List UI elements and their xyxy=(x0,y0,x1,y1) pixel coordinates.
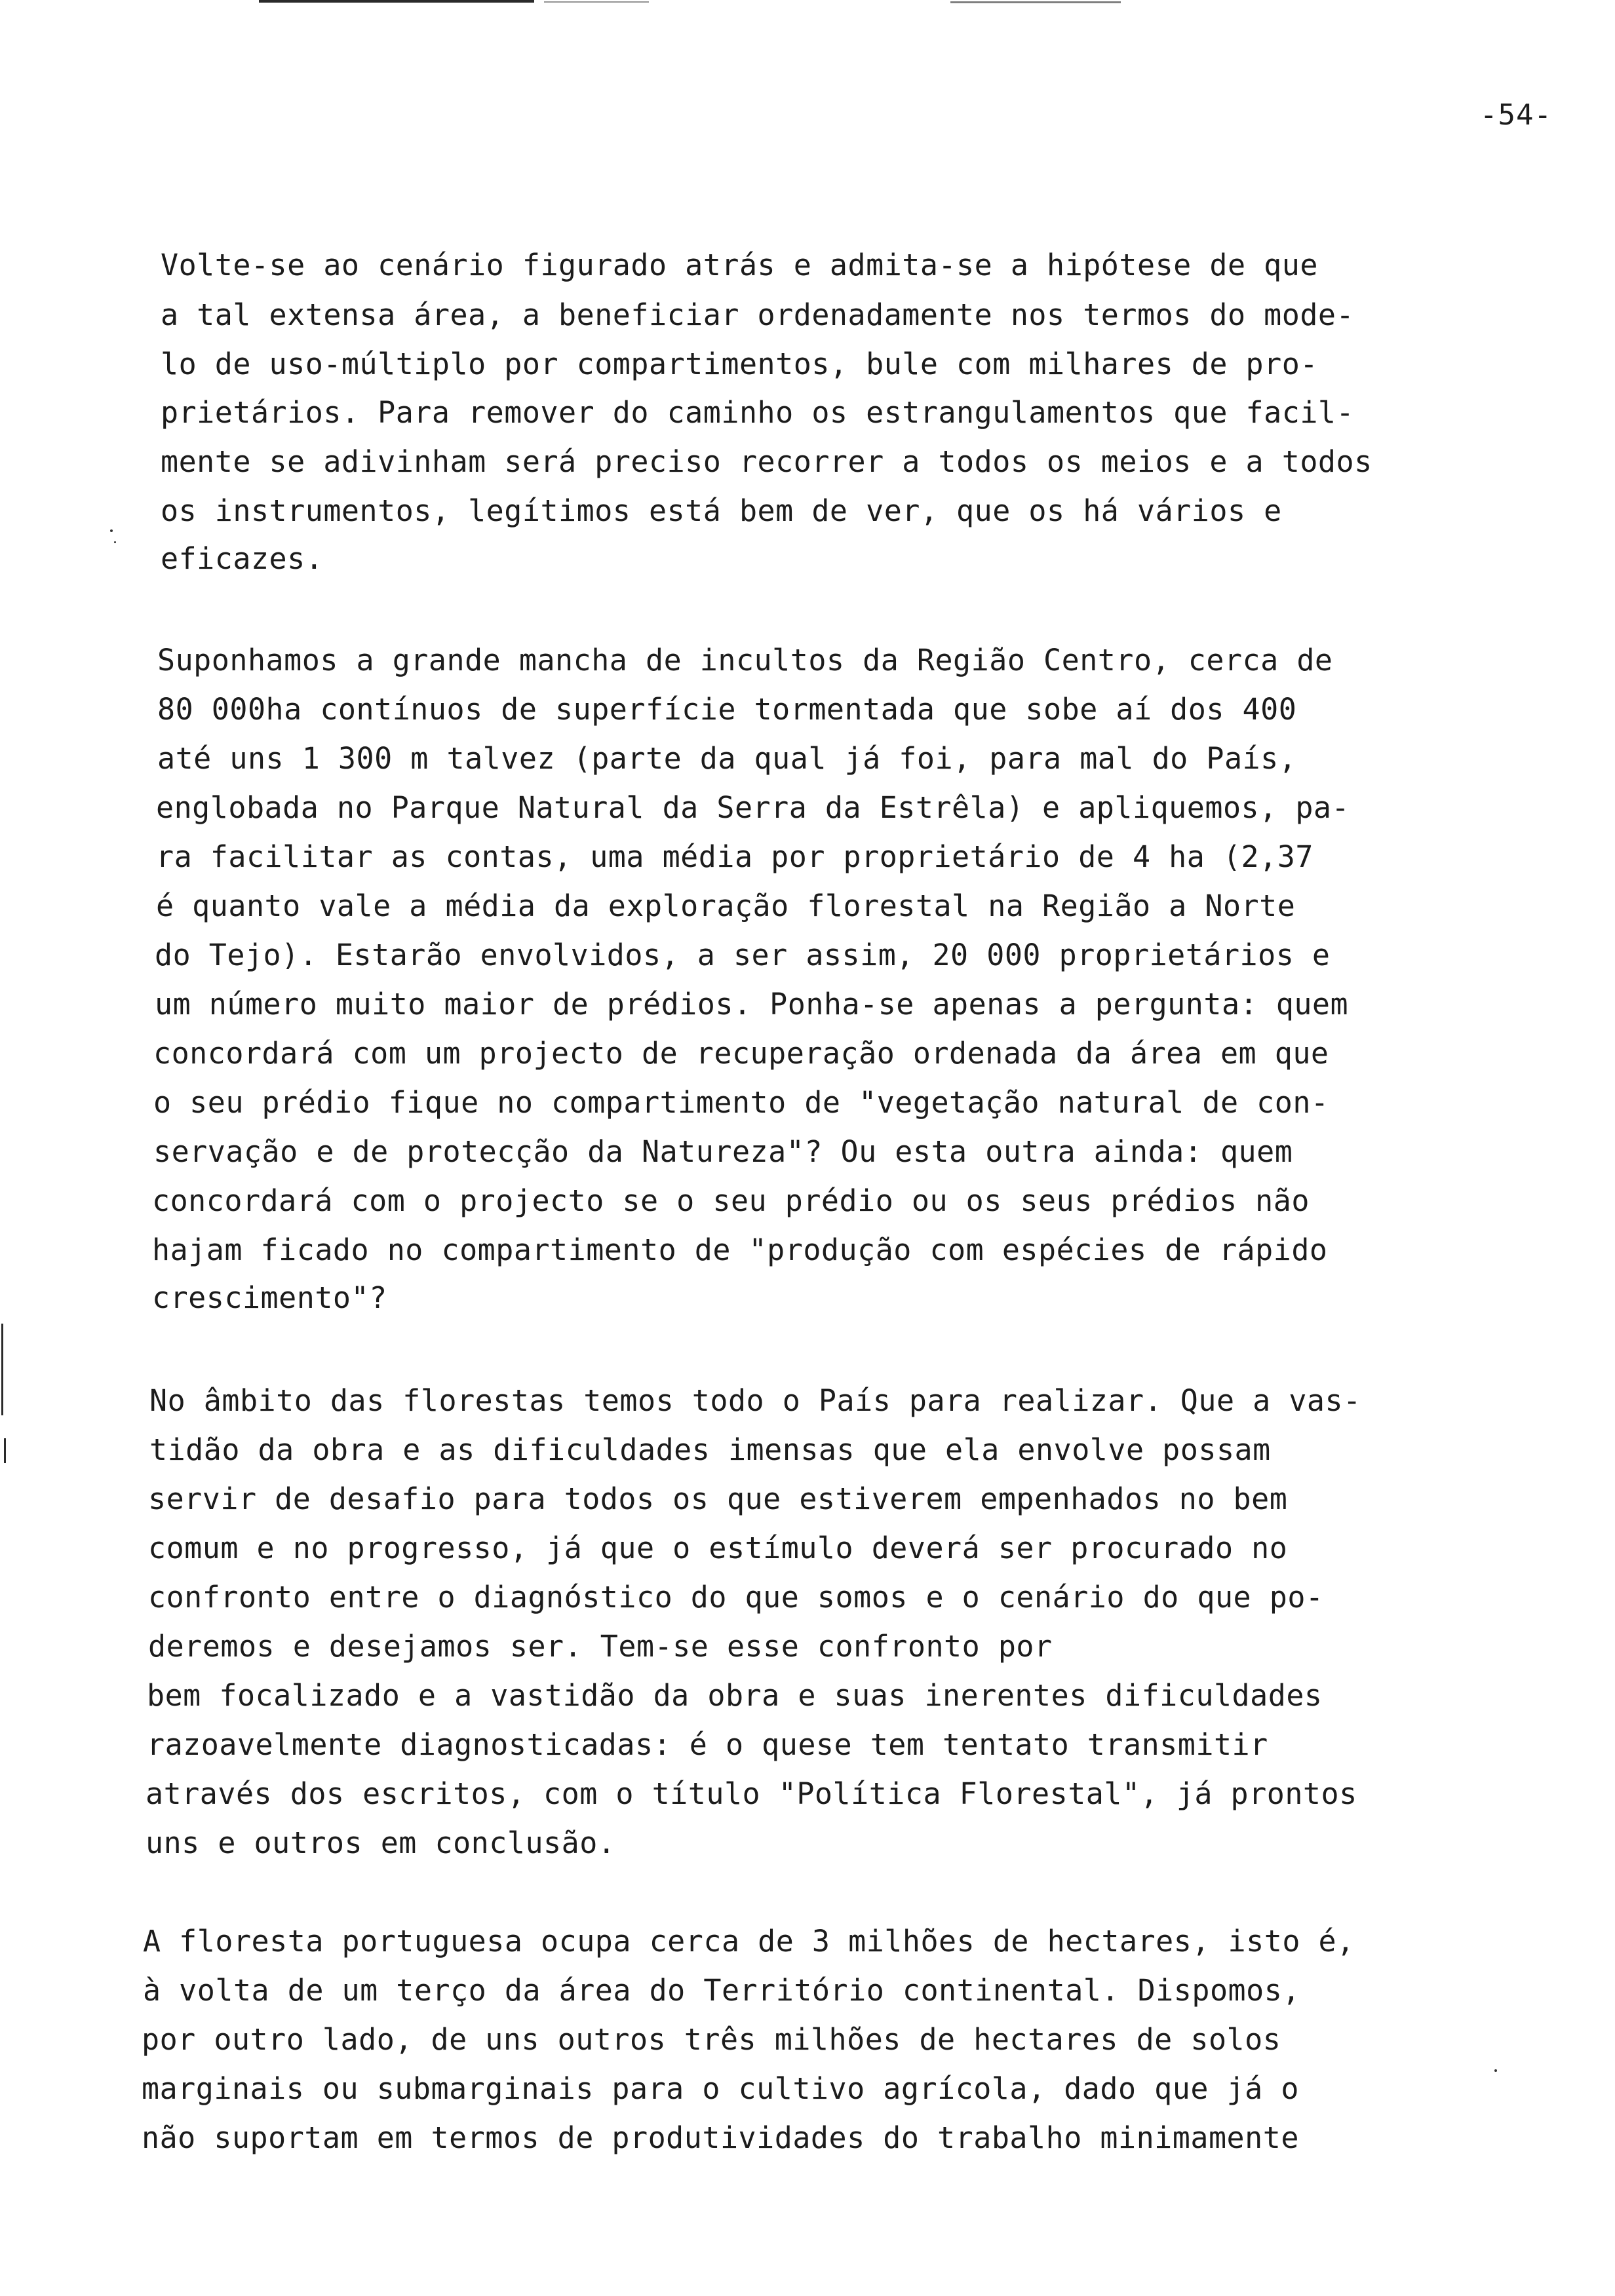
scan-artifact-margin xyxy=(1,1324,3,1415)
scan-speck xyxy=(110,529,113,532)
scan-speck xyxy=(114,541,116,543)
text-line: A floresta portuguesa ocupa cerca de 3 milhões de hectares, isto é, xyxy=(143,1924,1355,1959)
text-line: por outro lado, de uns outros três milhões de hectares de solos xyxy=(142,2022,1281,2057)
text-line: crescimento"? xyxy=(152,1280,387,1315)
page-number: -54- xyxy=(1480,98,1552,132)
text-line: Volte-se ao cenário figurado atrás e admita-se a hipótese de que xyxy=(161,248,1318,282)
text-line: o seu prédio fique no compartimento de "vegetação natural de con- xyxy=(153,1085,1329,1120)
text-line: através dos escritos, com o título "Política Florestal", já prontos xyxy=(146,1776,1357,1811)
text-line: um número muito maior de prédios. Ponha-se apenas a pergunta: quem xyxy=(155,987,1349,1022)
scan-artifact-top xyxy=(950,1,1121,3)
text-line: prietários. Para remover do caminho os estrangulamentos que facil- xyxy=(161,395,1355,430)
text-line: Suponhamos a grande mancha de incultos da Região Centro, cerca de xyxy=(157,643,1333,678)
text-line: uns e outros em conclusão. xyxy=(146,1826,616,1860)
text-line: lo de uso-múltiplo por compartimentos, bule com milhares de pro- xyxy=(161,347,1318,381)
text-line: à volta de um terço da área do Território continental. Dispomos, xyxy=(143,1973,1300,2008)
text-line: servir de desafio para todos os que estiverem empenhados no bem xyxy=(148,1482,1288,1516)
text-line: é quanto vale a média da exploração florestal na Região a Norte xyxy=(156,889,1296,923)
scan-artifact-top xyxy=(259,0,534,3)
scan-artifact-top xyxy=(544,1,649,3)
text-line: concordará com o projecto se o seu prédio ou os seus prédios não xyxy=(152,1183,1310,1218)
text-line: os instrumentos, legítimos está bem de ver, que os há vários e xyxy=(161,493,1282,528)
text-line: comum e no progresso, já que o estímulo deverá ser procurado no xyxy=(148,1531,1288,1565)
text-line: tidão da obra e as dificuldades imensas que ela envolve possam xyxy=(149,1432,1271,1467)
text-line: concordará com um projecto de recuperação ordenada da área em que xyxy=(153,1036,1329,1071)
text-line: mente se adivinham será preciso recorrer a todos os meios e a todos xyxy=(161,444,1372,479)
text-line: servação e de protecção da Natureza"? Ou esta outra ainda: quem xyxy=(153,1134,1293,1169)
text-line: ra facilitar as contas, uma média por proprietário de 4 ha (2,37 xyxy=(156,839,1313,874)
text-line: a tal extensa área, a beneficiar ordenadamente nos termos do mode- xyxy=(161,297,1355,332)
text-line: marginais ou submarginais para o cultivo agrícola, dado que já o xyxy=(142,2071,1299,2106)
text-line: não suportam em termos de produtividades do trabalho minimamente xyxy=(142,2120,1299,2155)
text-line: razoavelmente diagnosticadas: é o quese tem tentato transmitir xyxy=(147,1727,1268,1762)
text-line: hajam ficado no compartimento de "produção com espécies de rápido xyxy=(152,1233,1328,1267)
text-line: confronto entre o diagnóstico do que somos e o cenário do que po- xyxy=(148,1580,1324,1615)
text-line: bem focalizado e a vastidão da obra e suas inerentes dificuldades xyxy=(147,1678,1323,1713)
text-line: eficazes. xyxy=(161,541,324,576)
text-line: 80 000ha contínuos de superfície tormentada que sobe aí dos 400 xyxy=(157,692,1297,727)
text-line: até uns 1 300 m talvez (parte da qual já foi, para mal do País, xyxy=(157,741,1297,776)
text-line: No âmbito das florestas temos todo o País para realizar. Que a vas- xyxy=(149,1383,1361,1418)
scan-artifact-margin xyxy=(4,1438,6,1463)
text-line: deremos e desejamos ser. Tem-se esse confronto por xyxy=(148,1629,1053,1664)
scan-speck xyxy=(1494,2069,1497,2072)
text-line: do Tejo). Estarão envolvidos, a ser assim, 20 000 proprietários e xyxy=(155,938,1331,972)
text-line: englobada no Parque Natural da Serra da Estrêla) e apliquemos, pa- xyxy=(156,790,1350,825)
